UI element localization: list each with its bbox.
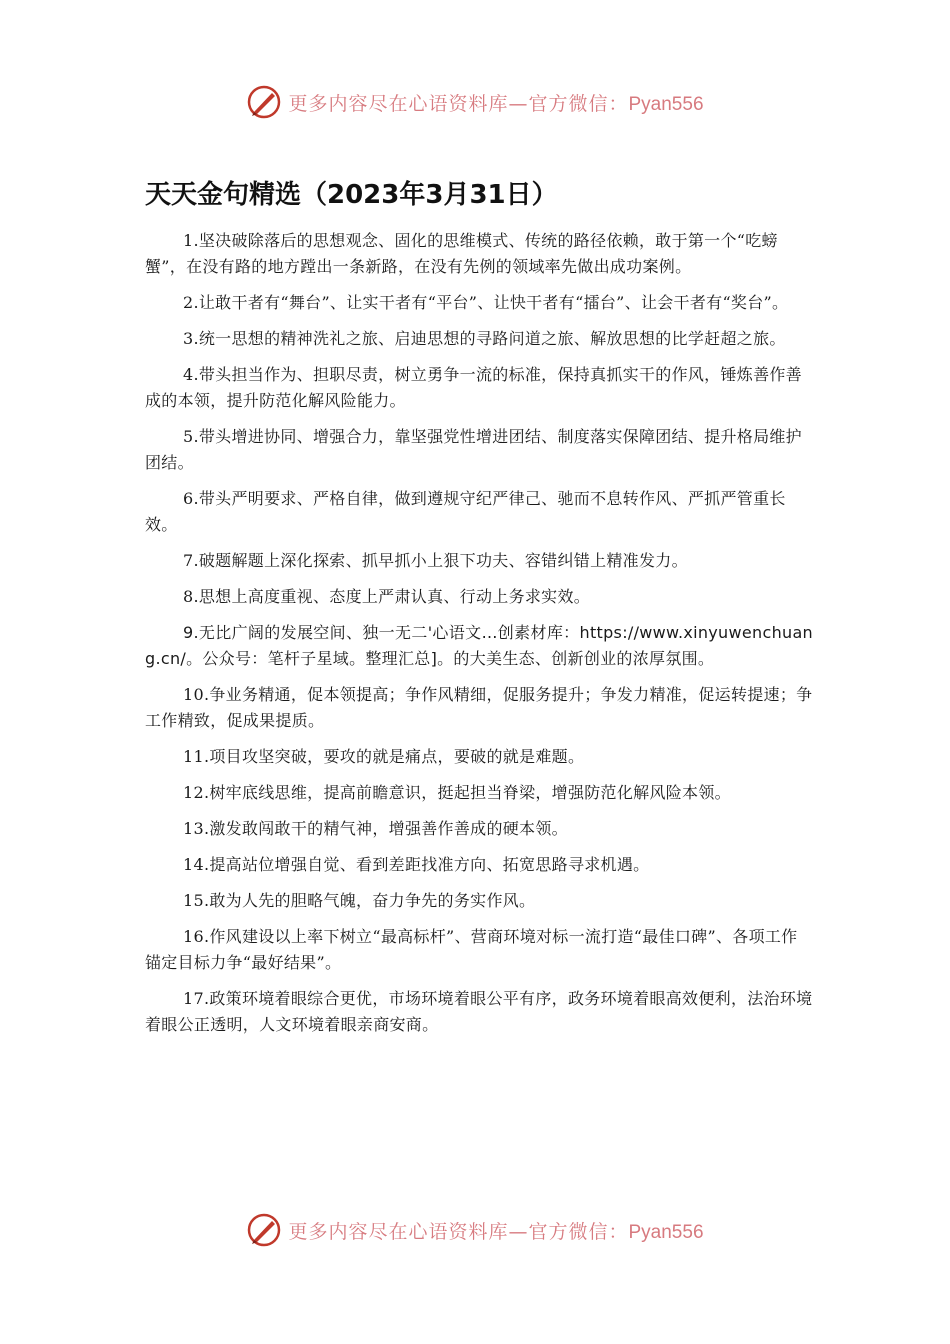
quote-item: 1.坚决破除落后的思想观念、固化的思维模式、传统的路径依赖，敢于第一个“吃螃蟹”，在没有路的地方蹚出一条新路，在没有先例的领域率先做出成功案例。 xyxy=(145,231,778,276)
quote-item: 6.带头严明要求、严格自律，做到遵规守纪严律己、驰而不息转作风、严抓严管重长效。 xyxy=(145,489,786,534)
footer-banner xyxy=(0,1210,950,1250)
banner-label: 更多内容尽在心语资料库—官方微信： xyxy=(288,1220,629,1243)
quote-item: 4.带头担当作为、担职尽责，树立勇争一流的标准，保持真抓实干的作风，锤炼善作善成的本领，提升防范化解风险能力。 xyxy=(145,365,802,410)
quote-item: 7.破题解题上深化探索、抓早抓小上狠下功夫、容错纠错上精准发力。 xyxy=(183,551,688,570)
quote-item: 11.项目攻坚突破，要攻的就是痛点，要破的就是难题。 xyxy=(183,747,585,766)
quote-item: 16.作风建设以上率下树立“最高标杆”、营商环境对标一流打造“最佳口碑”、各项工作锚定目标力争“最好结果”。 xyxy=(145,927,798,972)
quote-item: 12.树牢底线思维，提高前瞻意识，挺起担当脊梁，增强防范化解风险本领。 xyxy=(183,783,731,802)
quote-item: 9.无比广阔的发展空间、独一无二'心语文…创素材库：https://www.xinyuwenchuang.cn/。公众号：笔杆子星域。整理汇总]。的大美生态、创新创业的浓厚氛围。 xyxy=(145,623,813,668)
quote-item: 15.敢为人先的胆略气魄，奋力争先的务实作风。 xyxy=(183,891,536,910)
header-banner xyxy=(0,82,950,122)
pen-logo-icon xyxy=(246,1212,282,1248)
quote-list xyxy=(145,228,813,1048)
banner-text xyxy=(288,89,703,116)
banner-wechat-id: Pyan556 xyxy=(628,1221,704,1243)
document-title: 天天金句精选（2023年3月31日） xyxy=(145,180,558,210)
quote-item: 5.带头增进协同、增强合力，靠坚强党性增进团结、制度落实保障团结、提升格局维护团结。 xyxy=(145,427,802,472)
quote-item: 8.思想上高度重视、态度上严肃认真、行动上务求实效。 xyxy=(183,587,591,606)
quote-item: 2.让敢干者有“舞台”、让实干者有“平台”、让快干者有“擂台”、让会干者有“奖台”。 xyxy=(183,293,789,312)
quote-item: 10.争业务精通，促本领提高；争作风精细，促服务提升；争发力精准，促运转提速；争工作精致，促成果提质。 xyxy=(145,685,813,730)
quote-item: 17.政策环境着眼综合更优，市场环境着眼公平有序，政务环境着眼高效便利，法治环境着眼公正透明，人文环境着眼亲商安商。 xyxy=(145,989,813,1034)
banner-text xyxy=(288,1217,703,1244)
banner-label: 更多内容尽在心语资料库—官方微信： xyxy=(288,92,629,115)
pen-logo-icon xyxy=(246,84,282,120)
banner-wechat-id: Pyan556 xyxy=(628,93,704,115)
quote-item: 3.统一思想的精神洗礼之旅、启迪思想的寻路问道之旅、解放思想的比学赶超之旅。 xyxy=(183,329,786,348)
quote-item: 14.提高站位增强自觉、看到差距找准方向、拓宽思路寻求机遇。 xyxy=(183,855,650,874)
quote-item: 13.激发敢闯敢干的精气神，增强善作善成的硬本领。 xyxy=(183,819,568,838)
